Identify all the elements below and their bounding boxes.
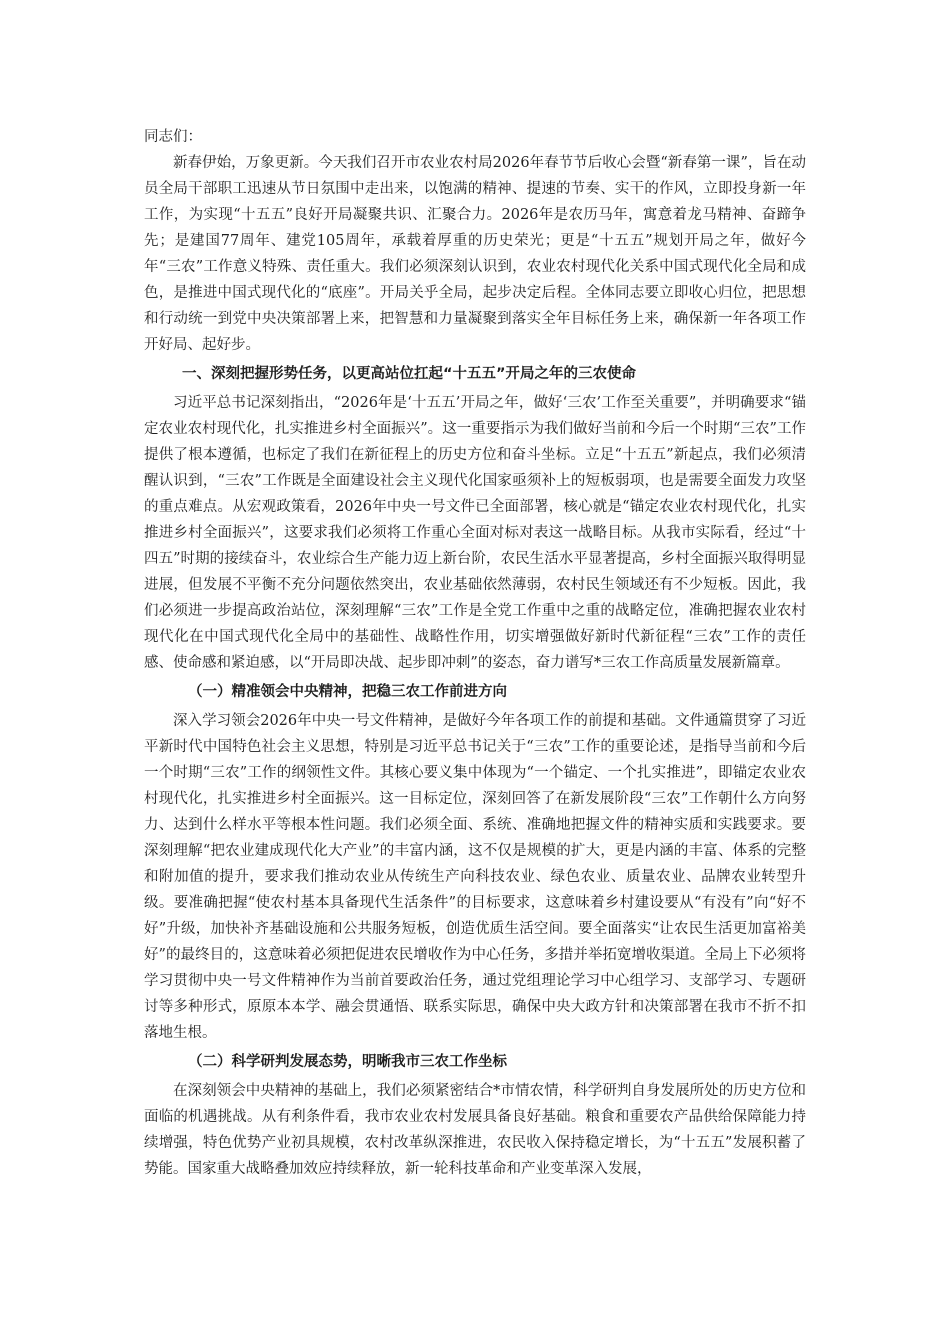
subsection-2-heading: （二）科学研判发展态势，明晰我市三农工作坐标 — [188, 1054, 507, 1070]
salutation: 同志们： — [144, 129, 202, 145]
section-1-heading: 一、深刻把握形势任务，以更高站位扛起“十五五”开局之年的三农使命 — [182, 366, 637, 382]
subsection-2-paragraph: 在深刻领会中央精神的基础上，我们必须紧密结合*市情农情，科学研判自身发展所处的历史方位和面临的机遇挑战。从有利条件看，我市农业农村发展具备良好基础。粮食和重要农产品供给保障能力持续增强，特色优势产业初具规模，农村改革纵深推进，农民收入保持稳定增长，为“十五五”发展积蓄了势能。国家重大战略叠加效应持续释放，新一轮科技革命和产业变革深入发展， — [144, 1083, 806, 1177]
section-1-paragraph: 习近平总书记深刻指出，“2026年是‘十五五’开局之年，做好‘三农’工作至关重要”，并明确要求“锚定农业农村现代化，扎实推进乡村全面振兴”。这一重要指示为我们做好当前和今后一个时期“三农”工作提供了根本遵循，也标定了我们在新征程上的历史方位和奋斗坐标。立足“十五五”新起点，我们必须清醒认识到，“三农”工作既是全面建设社会主义现代化国家亟须补上的短板弱项，也是需要全面发力攻坚的重点难点。从宏观政策看，2026年中央一号文件已全面部署，核心就是“锚定农业农村现代化，扎实推进乡村全面振兴”，这要求我们必须将工作重心全面对标对表这一战略目标。从我市实际看，经过“十四五”时期的接续奋斗，农业综合生产能力迈上新台阶，农民生活水平显著提高，乡村全面振兴取得明显进展，但发展不平衡不充分问题依然突出，农业基础依然薄弱，农村民生领域还有不少短板。因此，我们必须进一步提高政治站位，深刻理解“三农”工作是全党工作重中之重的战略定位，准确把握农业农村现代化在中国式现代化全局中的基础性、战略性作用，切实增强做好新时代新征程“三农”工作的责任感、使命感和紧迫感，以“开局即决战、起步即冲刺”的姿态，奋力谱写*三农工作高质量发展新篇章。 — [144, 395, 806, 671]
intro-paragraph: 新春伊始，万象更新。今天我们召开市农业农村局2026年春节节后收心会暨“新春第一课”，旨在动员全局干部职工迅速从节日氛围中走出来，以饱满的精神、提速的节奏、实干的作风，立即投身新一年工作，为实现“十五五”良好开局凝聚共识、汇聚合力。2026年是农历马年，寓意着龙马精神、奋蹄争先；是建国77周年、建党105周年，承载着厚重的历史荣光；更是“十五五”规划开局之年，做好今年“三农”工作意义特殊、责任重大。我们必须深刻认识到，农业农村现代化关系中国式现代化全局和成色，是推进中国式现代化的“底座”。开局关乎全局，起步决定后程。全体同志要立即收心归位，把思想和行动统一到党中央决策部署上来，把智慧和力量凝聚到落实全年目标任务上来，确保新一年各项工作开好局、起好步。 — [144, 155, 806, 353]
subsection-1-paragraph: 深入学习领会2026年中央一号文件精神，是做好今年各项工作的前提和基础。文件通篇贯穿了习近平新时代中国特色社会主义思想，特别是习近平总书记关于“三农”工作的重要论述，是指导当前和今后一个时期“三农”工作的纲领性文件。其核心要义集中体现为“一个锚定、一个扎实推进”，即锚定农业农村现代化，扎实推进乡村全面振兴。这一目标定位，深刻回答了在新发展阶段“三农”工作朝什么方向努力、达到什么样水平等根本性问题。我们必须全面、系统、准确地把握文件的精神实质和实践要求。要深刻理解“把农业建成现代化大产业”的丰富内涵，这不仅是规模的扩大，更是内涵的丰富、体系的完整和附加值的提升，要求我们推动农业从传统生产向科技农业、绿色农业、质量农业、品牌农业转型升级。要准确把握“使农村基本具备现代生活条件”的目标要求，这意味着乡村建设要从“有没有”向“好不好”升级，加快补齐基础设施和公共服务短板，创造优质生活空间。要全面落实“让农民生活更加富裕美好”的最终目的，这意味着必须把促进农民增收作为中心任务，多措并举拓宽增收渠道。全局上下必须将学习贯彻中央一号文件精神作为当前首要政治任务，通过党组理论学习中心组学习、支部学习、专题研讨等多种形式，原原本本学、融会贯通悟、联系实际思，确保中央大政方针和决策部署在我市不折不扣落地生根。 — [144, 713, 806, 1041]
document-body — [144, 124, 806, 1182]
subsection-1-heading: （一）精准领会中央精神，把稳三农工作前进方向 — [188, 684, 507, 700]
